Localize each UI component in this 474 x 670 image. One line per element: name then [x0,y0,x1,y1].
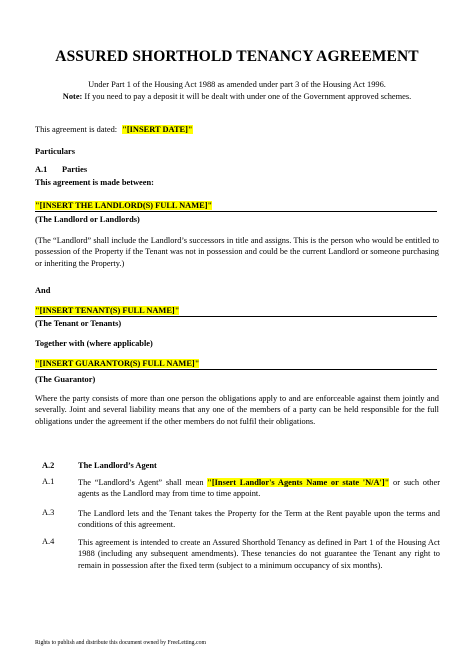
guarantor-name-rule [35,369,437,370]
document-title: ASSURED SHORTHOLD TENANCY AGREEMENT [55,48,419,65]
guarantor-caption: (The Guarantor) [35,375,96,384]
agent-name-placeholder: "[Insert Landlor's Agents Name or state 'N/A']" [207,478,390,487]
clause-number: A.1 [42,477,55,486]
a1-title: Parties [62,165,88,174]
landlord-name-rule [35,211,437,212]
and-label: And [35,286,51,295]
date-label: This agreement is dated: [35,125,118,134]
deposit-note [0,92,474,101]
date-placeholder: "[INSERT DATE]" [122,125,193,134]
subtitle: Under Part 1 of the Housing Act 1988 as amended under part 3 of the Housing Act 1996. [88,80,386,89]
tenant-name-field [35,305,179,316]
tenant-caption: (The Tenant or Tenants) [35,319,122,328]
landlord-placeholder: "[INSERT THE LANDLORD(S) FULL NAME]" [35,201,213,210]
landlord-definition: (The “Landlord” shall include the Landlord’s successors in title and assigns. This is the person who would be entitled to possession of the Property if the Tenant was not in possession and could be the current Landlord or someone purchasing or inheriting the Property.) [35,236,439,268]
clause-tenancy-type: This agreement is intended to create an Assured Shorthold Tenancy as defined in Part 1 of the Housing Act 1988 (including any subsequent amendments). These tenancies do not guarantee the Tenant any right to remain in possession after the fixed term (subject to a minimum occupancy of six months). [78,538,440,570]
tenant-placeholder: "[INSERT TENANT(S) FULL NAME]" [35,306,180,315]
a2-title: The Landlord’s Agent [78,461,157,470]
clause-let-terms: The Landlord lets and the Tenant takes the Property for the Term at the Rent payable upon the terms and conditions of this agreement. [78,509,440,530]
clause-number: A.4 [42,537,55,546]
made-between: This agreement is made between: [35,178,154,187]
together-with: Together with (where applicable) [35,339,153,348]
guarantor-placeholder: "[INSERT GUARANTOR(S) FULL NAME]" [35,359,200,368]
landlord-name-field [35,200,212,211]
note-text: If you need to pay a deposit it will be dealt with under one of the Government approved schemes. [82,92,412,101]
clause-agent-pre: The “Landlord’s Agent” shall mean [78,478,208,487]
clause-agent [78,477,440,500]
landlord-caption: (The Landlord or Landlords) [35,215,140,224]
note-label: Note: [62,92,83,101]
clause-agent-post: or such other agents as the Landlord may from time to time appoint. [78,478,440,499]
a2-number: A.2 [42,461,55,470]
particulars-heading: Particulars [35,147,76,156]
footer-rights: Rights to publish and distribute this document owned by FreeLetting.com [35,640,206,646]
clause-number: A.3 [42,508,55,517]
guarantor-name-field [35,358,199,369]
tenant-name-rule [35,316,437,317]
joint-liability-paragraph: Where the party consists of more than one person the obligations apply to and are enforceable against them jointly and severally. Joint and several liability means that any one of the members of a party can be held responsible for the full obligations under the agreement if the other members do not fulfil their obligations. [35,394,439,426]
date-line [35,124,193,135]
a1-number: A.1 [35,165,48,174]
